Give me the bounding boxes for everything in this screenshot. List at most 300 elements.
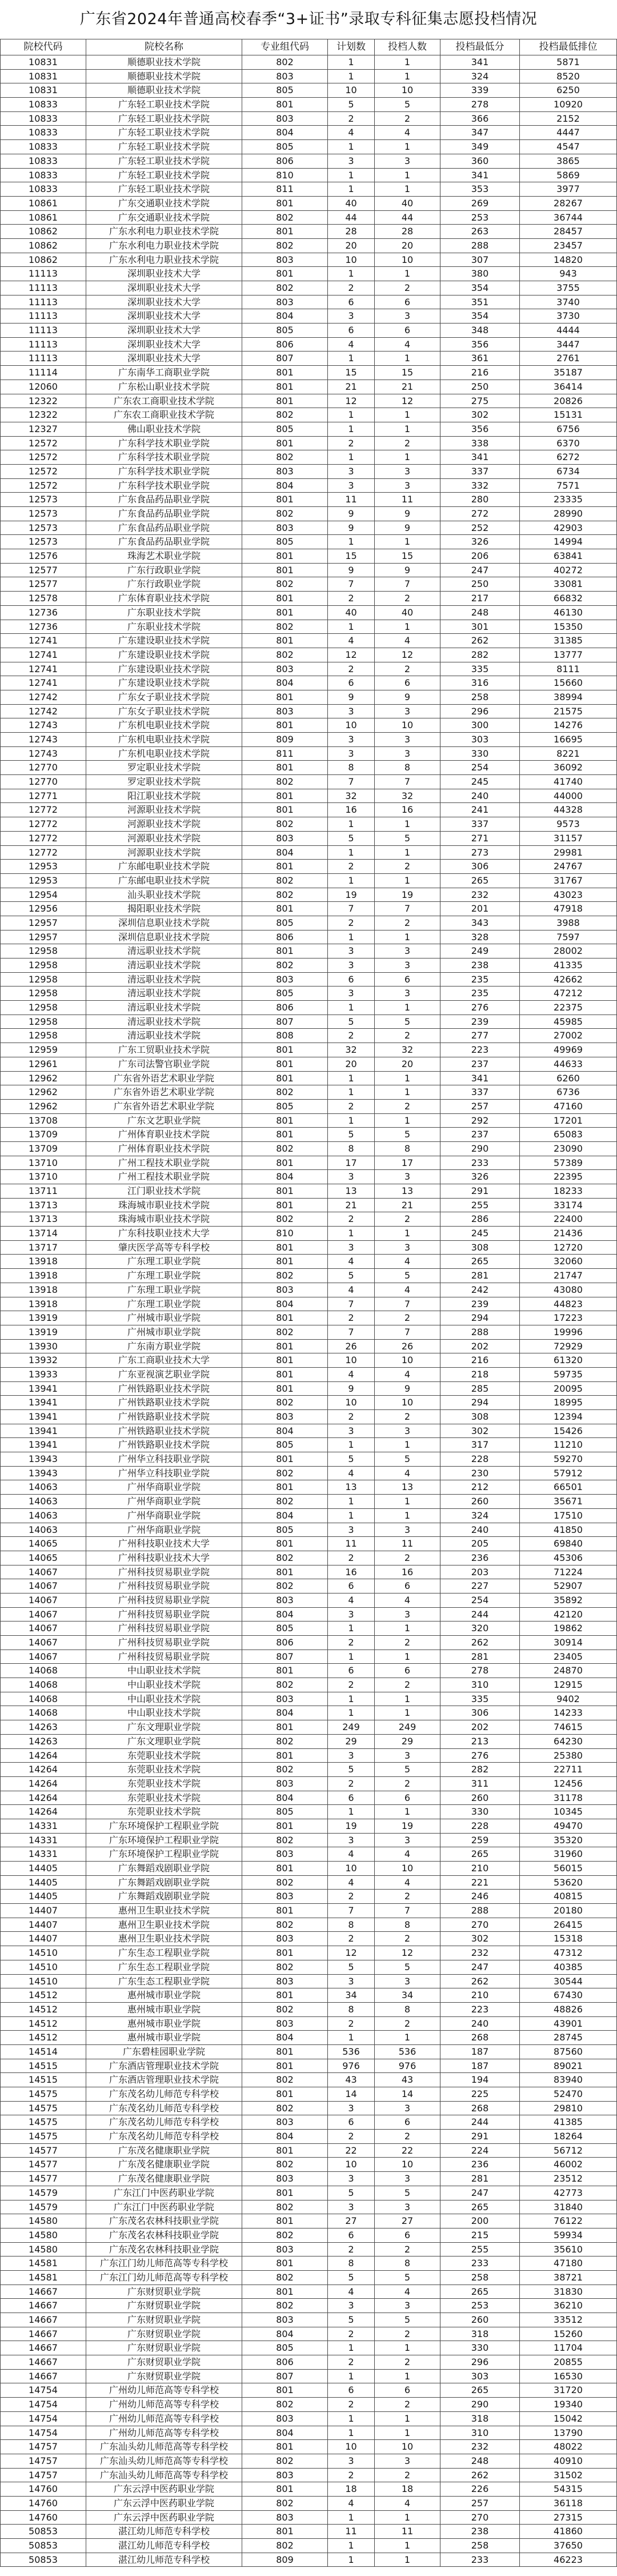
table-row bbox=[1, 1255, 617, 1269]
min-score-cell: 306 bbox=[440, 860, 520, 874]
table-row bbox=[1, 1353, 617, 1368]
plan-count-cell: 13 bbox=[328, 1184, 375, 1199]
admitted-count-cell: 1 bbox=[375, 846, 440, 860]
min-score-cell: 226 bbox=[440, 2482, 520, 2497]
table-row bbox=[1, 718, 617, 733]
min-rank-cell: 7597 bbox=[520, 930, 617, 945]
min-score-cell: 282 bbox=[440, 1763, 520, 1777]
min-rank-cell: 35610 bbox=[520, 2243, 617, 2257]
min-rank-cell: 44328 bbox=[520, 803, 617, 817]
school-name-cell: 广州科技贸易职业学院 bbox=[86, 1636, 242, 1650]
min-rank-cell: 19340 bbox=[520, 2398, 617, 2412]
school-code-cell: 12743 bbox=[1, 733, 86, 747]
plan-count-cell: 4 bbox=[328, 126, 375, 140]
table-row bbox=[1, 2073, 617, 2087]
admitted-count-cell: 4 bbox=[375, 2497, 440, 2511]
min-rank-cell: 45306 bbox=[520, 1551, 617, 1565]
min-score-cell: 354 bbox=[440, 281, 520, 295]
plan-count-cell: 21 bbox=[328, 1199, 375, 1213]
school-code-cell: 13711 bbox=[1, 1184, 86, 1199]
plan-count-cell: 1 bbox=[328, 2426, 375, 2441]
admitted-count-cell: 249 bbox=[375, 1720, 440, 1735]
admitted-count-cell: 3 bbox=[375, 309, 440, 324]
min-rank-cell: 18233 bbox=[520, 1184, 617, 1199]
plan-count-cell: 6 bbox=[328, 2228, 375, 2243]
table-row bbox=[1, 1495, 617, 1509]
plan-count-cell: 1 bbox=[328, 2370, 375, 2384]
min-score-cell: 308 bbox=[440, 1241, 520, 1255]
page-title: 广东省2024年普通高校春季“3+证书”录取专科征集志愿投档情况 bbox=[79, 10, 538, 28]
min-rank-cell: 4444 bbox=[520, 324, 617, 338]
min-rank-cell: 28267 bbox=[520, 197, 617, 211]
school-code-cell: 13714 bbox=[1, 1227, 86, 1241]
plan-count-cell: 1 bbox=[328, 408, 375, 422]
min-rank-cell: 36118 bbox=[520, 2497, 617, 2511]
group-code-cell: 801 bbox=[242, 197, 328, 211]
min-score-cell: 247 bbox=[440, 564, 520, 578]
school-name-cell: 中山职业技术学院 bbox=[86, 1706, 242, 1720]
group-code-cell: 801 bbox=[242, 380, 328, 394]
min-rank-cell: 21436 bbox=[520, 1227, 617, 1241]
school-name-cell: 广东云浮中医药职业学院 bbox=[86, 2497, 242, 2511]
school-code-cell: 14575 bbox=[1, 2130, 86, 2144]
admitted-count-cell: 3 bbox=[375, 987, 440, 1001]
min-score-cell: 216 bbox=[440, 366, 520, 380]
school-code-cell: 10862 bbox=[1, 225, 86, 239]
school-code-cell: 13941 bbox=[1, 1382, 86, 1396]
school-name-cell: 罗定职业技术学院 bbox=[86, 761, 242, 775]
admitted-count-cell: 6 bbox=[375, 324, 440, 338]
group-code-cell: 803 bbox=[242, 253, 328, 267]
min-score-cell: 265 bbox=[440, 2200, 520, 2215]
min-score-cell: 326 bbox=[440, 1170, 520, 1184]
plan-count-cell: 3 bbox=[328, 1424, 375, 1439]
min-rank-cell: 8520 bbox=[520, 70, 617, 84]
admitted-count-cell: 3 bbox=[375, 705, 440, 719]
min-score-cell: 262 bbox=[440, 2469, 520, 2483]
min-rank-cell: 29981 bbox=[520, 846, 617, 860]
min-rank-cell: 52907 bbox=[520, 1579, 617, 1593]
plan-count-cell: 6 bbox=[328, 1579, 375, 1593]
admitted-count-cell: 2 bbox=[375, 1029, 440, 1043]
plan-count-cell: 12 bbox=[328, 394, 375, 409]
column-header-plan-count: 计划数 bbox=[328, 39, 375, 55]
table-row bbox=[1, 874, 617, 888]
admitted-count-cell: 1 bbox=[375, 140, 440, 154]
plan-count-cell: 11 bbox=[328, 1537, 375, 1551]
group-code-cell: 808 bbox=[242, 1029, 328, 1043]
plan-count-cell: 5 bbox=[328, 1128, 375, 1142]
school-name-cell: 广东财贸职业学院 bbox=[86, 2341, 242, 2355]
school-name-cell: 广州科技贸易职业学院 bbox=[86, 1622, 242, 1636]
school-name-cell: 广东碧桂园职业学院 bbox=[86, 2045, 242, 2059]
admitted-count-cell: 1 bbox=[375, 1650, 440, 1664]
school-name-cell: 广东轻工职业技术学院 bbox=[86, 126, 242, 140]
table-row bbox=[1, 1819, 617, 1834]
min-rank-cell: 67430 bbox=[520, 1988, 617, 2003]
school-name-cell: 广东茂名农林科技职业学院 bbox=[86, 2214, 242, 2228]
school-code-cell: 12322 bbox=[1, 408, 86, 422]
admitted-count-cell: 11 bbox=[375, 493, 440, 507]
school-name-cell: 惠州城市职业学院 bbox=[86, 2017, 242, 2031]
min-rank-cell: 9402 bbox=[520, 1692, 617, 1707]
admission-table bbox=[0, 39, 617, 2567]
school-name-cell: 广东食品药品职业学院 bbox=[86, 493, 242, 507]
school-name-cell: 广东财贸职业学院 bbox=[86, 2355, 242, 2370]
min-score-cell: 240 bbox=[440, 1523, 520, 1537]
school-name-cell: 广东工商职业技术大学 bbox=[86, 1353, 242, 1368]
school-name-cell: 广东建设职业技术学院 bbox=[86, 634, 242, 648]
plan-count-cell: 1 bbox=[328, 1509, 375, 1523]
admitted-count-cell: 4 bbox=[375, 338, 440, 352]
school-name-cell: 广东邮电职业技术学院 bbox=[86, 860, 242, 874]
group-code-cell: 801 bbox=[242, 2144, 328, 2158]
plan-count-cell: 6 bbox=[328, 2115, 375, 2130]
plan-count-cell: 3 bbox=[328, 1608, 375, 1622]
min-rank-cell: 41860 bbox=[520, 2525, 617, 2539]
group-code-cell: 801 bbox=[242, 1382, 328, 1396]
min-rank-cell: 41335 bbox=[520, 958, 617, 973]
plan-count-cell: 2 bbox=[328, 2355, 375, 2370]
admitted-count-cell: 44 bbox=[375, 211, 440, 225]
min-score-cell: 237 bbox=[440, 1128, 520, 1142]
group-code-cell: 801 bbox=[242, 2045, 328, 2059]
min-score-cell: 306 bbox=[440, 1706, 520, 1720]
group-code-cell: 801 bbox=[242, 902, 328, 916]
admitted-count-cell: 5 bbox=[375, 1128, 440, 1142]
table-row bbox=[1, 2469, 617, 2483]
min-rank-cell: 6260 bbox=[520, 1072, 617, 1086]
admitted-count-cell: 1 bbox=[375, 1227, 440, 1241]
plan-count-cell: 8 bbox=[328, 2003, 375, 2017]
school-name-cell: 惠州卫生职业技术学院 bbox=[86, 1932, 242, 1946]
table-row bbox=[1, 83, 617, 98]
admitted-count-cell: 1 bbox=[375, 2031, 440, 2045]
min-score-cell: 324 bbox=[440, 1509, 520, 1523]
school-code-cell: 12743 bbox=[1, 747, 86, 761]
group-code-cell: 805 bbox=[242, 140, 328, 154]
school-name-cell: 东莞职业技术学院 bbox=[86, 1763, 242, 1777]
min-rank-cell: 15260 bbox=[520, 2327, 617, 2342]
admitted-count-cell: 2 bbox=[375, 112, 440, 126]
table-row bbox=[1, 1269, 617, 1283]
min-score-cell: 263 bbox=[440, 225, 520, 239]
school-name-cell: 广东财贸职业学院 bbox=[86, 2299, 242, 2313]
plan-count-cell: 5 bbox=[328, 2271, 375, 2285]
min-rank-cell: 15350 bbox=[520, 620, 617, 634]
school-code-cell: 12961 bbox=[1, 1057, 86, 1072]
min-score-cell: 281 bbox=[440, 1269, 520, 1283]
plan-count-cell: 1 bbox=[328, 1227, 375, 1241]
school-name-cell: 广东邮电职业技术学院 bbox=[86, 874, 242, 888]
min-score-cell: 380 bbox=[440, 267, 520, 281]
admitted-count-cell: 8 bbox=[375, 2003, 440, 2017]
min-score-cell: 239 bbox=[440, 1297, 520, 1312]
school-name-cell: 广东理工职业学院 bbox=[86, 1297, 242, 1312]
table-row bbox=[1, 1847, 617, 1862]
plan-count-cell: 2 bbox=[328, 592, 375, 606]
min-rank-cell: 56712 bbox=[520, 2144, 617, 2158]
min-rank-cell: 9573 bbox=[520, 817, 617, 832]
plan-count-cell: 32 bbox=[328, 789, 375, 804]
min-score-cell: 260 bbox=[440, 1791, 520, 1806]
min-score-cell: 330 bbox=[440, 747, 520, 761]
school-name-cell: 深圳职业技术大学 bbox=[86, 324, 242, 338]
school-code-cell: 14512 bbox=[1, 2017, 86, 2031]
table-row bbox=[1, 479, 617, 493]
school-code-cell: 12060 bbox=[1, 380, 86, 394]
school-code-cell: 14754 bbox=[1, 2398, 86, 2412]
school-code-cell: 13709 bbox=[1, 1142, 86, 1156]
min-score-cell: 247 bbox=[440, 1960, 520, 1975]
table-row bbox=[1, 2482, 617, 2497]
plan-count-cell: 3 bbox=[328, 2454, 375, 2469]
min-score-cell: 217 bbox=[440, 592, 520, 606]
min-score-cell: 210 bbox=[440, 1988, 520, 2003]
plan-count-cell: 7 bbox=[328, 775, 375, 789]
min-rank-cell: 44823 bbox=[520, 1297, 617, 1312]
min-score-cell: 213 bbox=[440, 1735, 520, 1749]
admitted-count-cell: 5 bbox=[375, 2313, 440, 2327]
plan-count-cell: 44 bbox=[328, 211, 375, 225]
admitted-count-cell: 1 bbox=[375, 1706, 440, 1720]
school-name-cell: 惠州城市职业学院 bbox=[86, 1988, 242, 2003]
school-code-cell: 13717 bbox=[1, 1241, 86, 1255]
table-row bbox=[1, 564, 617, 578]
school-code-cell: 14068 bbox=[1, 1692, 86, 1707]
school-code-cell: 12958 bbox=[1, 1029, 86, 1043]
school-code-cell: 12958 bbox=[1, 987, 86, 1001]
min-rank-cell: 52470 bbox=[520, 2087, 617, 2102]
min-score-cell: 232 bbox=[440, 2440, 520, 2454]
group-code-cell: 805 bbox=[242, 1523, 328, 1537]
group-code-cell: 807 bbox=[242, 1650, 328, 1664]
school-code-cell: 12573 bbox=[1, 493, 86, 507]
school-name-cell: 深圳职业技术大学 bbox=[86, 295, 242, 310]
admitted-count-cell: 28 bbox=[375, 225, 440, 239]
admitted-count-cell: 1 bbox=[375, 408, 440, 422]
school-name-cell: 深圳信息职业技术学院 bbox=[86, 930, 242, 945]
group-code-cell: 802 bbox=[242, 2398, 328, 2412]
column-header-school-code: 院校代码 bbox=[1, 39, 86, 55]
school-code-cell: 14754 bbox=[1, 2412, 86, 2426]
min-score-cell: 290 bbox=[440, 1142, 520, 1156]
min-rank-cell: 42773 bbox=[520, 2186, 617, 2200]
school-code-cell: 12953 bbox=[1, 874, 86, 888]
admitted-count-cell: 1 bbox=[375, 55, 440, 70]
school-code-cell: 14264 bbox=[1, 1805, 86, 1819]
admitted-count-cell: 2 bbox=[375, 1932, 440, 1946]
school-name-cell: 广东职业技术学院 bbox=[86, 620, 242, 634]
school-code-cell: 12572 bbox=[1, 450, 86, 465]
min-rank-cell: 41385 bbox=[520, 2115, 617, 2130]
school-code-cell: 14757 bbox=[1, 2454, 86, 2469]
school-code-cell: 14512 bbox=[1, 1988, 86, 2003]
min-rank-cell: 20826 bbox=[520, 394, 617, 409]
admitted-count-cell: 7 bbox=[375, 902, 440, 916]
group-code-cell: 801 bbox=[242, 1199, 328, 1213]
group-code-cell: 811 bbox=[242, 747, 328, 761]
school-code-cell: 11113 bbox=[1, 324, 86, 338]
min-score-cell: 337 bbox=[440, 817, 520, 832]
school-name-cell: 广东舞蹈戏剧职业学院 bbox=[86, 1876, 242, 1890]
admitted-count-cell: 16 bbox=[375, 1565, 440, 1580]
min-rank-cell: 12915 bbox=[520, 1678, 617, 1692]
min-score-cell: 290 bbox=[440, 2398, 520, 2412]
min-score-cell: 324 bbox=[440, 70, 520, 84]
admitted-count-cell: 18 bbox=[375, 2482, 440, 2497]
school-code-cell: 11113 bbox=[1, 309, 86, 324]
school-name-cell: 东莞职业技术学院 bbox=[86, 1777, 242, 1791]
min-score-cell: 326 bbox=[440, 535, 520, 549]
table-row bbox=[1, 803, 617, 817]
group-code-cell: 803 bbox=[242, 1593, 328, 1608]
table-row bbox=[1, 1735, 617, 1749]
school-name-cell: 广东茂名健康职业学院 bbox=[86, 2158, 242, 2172]
group-code-cell: 809 bbox=[242, 733, 328, 747]
plan-count-cell: 29 bbox=[328, 1735, 375, 1749]
school-code-cell: 12741 bbox=[1, 662, 86, 677]
school-name-cell: 中山职业技术学院 bbox=[86, 1678, 242, 1692]
min-rank-cell: 19996 bbox=[520, 1325, 617, 1340]
table-row bbox=[1, 1565, 617, 1580]
group-code-cell: 809 bbox=[242, 2553, 328, 2567]
group-code-cell: 802 bbox=[242, 1142, 328, 1156]
group-code-cell: 801 bbox=[242, 1480, 328, 1495]
min-score-cell: 237 bbox=[440, 1057, 520, 1072]
group-code-cell: 803 bbox=[242, 1410, 328, 1424]
admitted-count-cell: 8 bbox=[375, 761, 440, 775]
min-score-cell: 223 bbox=[440, 2003, 520, 2017]
admitted-count-cell: 10 bbox=[375, 1396, 440, 1410]
school-name-cell: 广东轻工职业技术学院 bbox=[86, 169, 242, 183]
admitted-count-cell: 2 bbox=[375, 1636, 440, 1650]
school-name-cell: 广州华商职业学院 bbox=[86, 1509, 242, 1523]
group-code-cell: 801 bbox=[242, 1819, 328, 1834]
group-code-cell: 801 bbox=[242, 493, 328, 507]
plan-count-cell: 2 bbox=[328, 2398, 375, 2412]
admitted-count-cell: 21 bbox=[375, 1199, 440, 1213]
admitted-count-cell: 16 bbox=[375, 803, 440, 817]
group-code-cell: 806 bbox=[242, 1001, 328, 1015]
school-code-cell: 10833 bbox=[1, 126, 86, 140]
school-name-cell: 广东轻工职业技术学院 bbox=[86, 140, 242, 154]
school-code-cell: 14264 bbox=[1, 1777, 86, 1791]
min-score-cell: 262 bbox=[440, 1975, 520, 1989]
school-code-cell: 50853 bbox=[1, 2539, 86, 2553]
school-code-cell: 14581 bbox=[1, 2257, 86, 2271]
min-score-cell: 225 bbox=[440, 2087, 520, 2102]
min-rank-cell: 40385 bbox=[520, 1960, 617, 1975]
min-score-cell: 366 bbox=[440, 112, 520, 126]
school-code-cell: 13708 bbox=[1, 1114, 86, 1128]
table-row bbox=[1, 1001, 617, 1015]
plan-count-cell: 3 bbox=[328, 1241, 375, 1255]
min-score-cell: 249 bbox=[440, 944, 520, 958]
admitted-count-cell: 2 bbox=[375, 2130, 440, 2144]
school-name-cell: 广东交通职业技术学院 bbox=[86, 197, 242, 211]
plan-count-cell: 3 bbox=[328, 479, 375, 493]
school-name-cell: 清远职业技术学院 bbox=[86, 944, 242, 958]
plan-count-cell: 2 bbox=[328, 1100, 375, 1114]
school-name-cell: 广东茂名幼儿师范专科学校 bbox=[86, 2115, 242, 2130]
group-code-cell: 801 bbox=[242, 1664, 328, 1678]
min-rank-cell: 8221 bbox=[520, 747, 617, 761]
table-row bbox=[1, 2370, 617, 2384]
admitted-count-cell: 10 bbox=[375, 1353, 440, 1368]
school-name-cell: 广州科技贸易职业学院 bbox=[86, 1565, 242, 1580]
table-row bbox=[1, 1199, 617, 1213]
plan-count-cell: 6 bbox=[328, 973, 375, 987]
plan-count-cell: 1 bbox=[328, 1001, 375, 1015]
school-code-cell: 14512 bbox=[1, 2003, 86, 2017]
school-name-cell: 广东省外语艺术职业学院 bbox=[86, 1072, 242, 1086]
plan-count-cell: 1 bbox=[328, 620, 375, 634]
school-code-cell: 14580 bbox=[1, 2228, 86, 2243]
plan-count-cell: 2 bbox=[328, 281, 375, 295]
admitted-count-cell: 2 bbox=[375, 2017, 440, 2031]
school-code-cell: 10862 bbox=[1, 253, 86, 267]
group-code-cell: 801 bbox=[242, 2257, 328, 2271]
min-score-cell: 257 bbox=[440, 2497, 520, 2511]
min-rank-cell: 57912 bbox=[520, 1467, 617, 1481]
group-code-cell: 801 bbox=[242, 592, 328, 606]
min-score-cell: 341 bbox=[440, 1072, 520, 1086]
min-rank-cell: 44633 bbox=[520, 1057, 617, 1072]
school-code-cell: 11113 bbox=[1, 281, 86, 295]
min-rank-cell: 48022 bbox=[520, 2440, 617, 2454]
plan-count-cell: 40 bbox=[328, 197, 375, 211]
school-name-cell: 广东环境保护工程职业学院 bbox=[86, 1847, 242, 1862]
school-name-cell: 广东茂名幼儿师范专科学校 bbox=[86, 2130, 242, 2144]
plan-count-cell: 2 bbox=[328, 1212, 375, 1227]
group-code-cell: 802 bbox=[242, 775, 328, 789]
school-name-cell: 湛江幼儿师范专科学校 bbox=[86, 2539, 242, 2553]
admitted-count-cell: 2 bbox=[375, 592, 440, 606]
school-name-cell: 肇庆医学高等专科学校 bbox=[86, 1241, 242, 1255]
min-rank-cell: 5871 bbox=[520, 55, 617, 70]
table-row bbox=[1, 267, 617, 281]
school-code-cell: 12962 bbox=[1, 1072, 86, 1086]
min-rank-cell: 69840 bbox=[520, 1537, 617, 1551]
min-rank-cell: 15318 bbox=[520, 1932, 617, 1946]
admitted-count-cell: 1 bbox=[375, 2412, 440, 2426]
plan-count-cell: 1 bbox=[328, 267, 375, 281]
min-score-cell: 308 bbox=[440, 1410, 520, 1424]
admitted-count-cell: 12 bbox=[375, 1946, 440, 1960]
min-score-cell: 294 bbox=[440, 1396, 520, 1410]
school-code-cell: 12736 bbox=[1, 620, 86, 634]
table-row bbox=[1, 1706, 617, 1720]
school-name-cell: 广东机电职业技术学院 bbox=[86, 718, 242, 733]
min-rank-cell: 14276 bbox=[520, 718, 617, 733]
min-score-cell: 187 bbox=[440, 2045, 520, 2059]
table-row bbox=[1, 1340, 617, 1354]
group-code-cell: 803 bbox=[242, 832, 328, 846]
admitted-count-cell: 2 bbox=[375, 2327, 440, 2342]
min-rank-cell: 15042 bbox=[520, 2412, 617, 2426]
school-code-cell: 12741 bbox=[1, 648, 86, 662]
table-row bbox=[1, 1212, 617, 1227]
min-score-cell: 265 bbox=[440, 874, 520, 888]
min-score-cell: 282 bbox=[440, 648, 520, 662]
table-row bbox=[1, 1438, 617, 1452]
school-name-cell: 广东工贸职业技术学院 bbox=[86, 1043, 242, 1057]
min-score-cell: 254 bbox=[440, 1593, 520, 1608]
group-code-cell: 802 bbox=[242, 1085, 328, 1100]
school-name-cell: 广州华商职业学院 bbox=[86, 1523, 242, 1537]
school-name-cell: 顺德职业技术学院 bbox=[86, 70, 242, 84]
